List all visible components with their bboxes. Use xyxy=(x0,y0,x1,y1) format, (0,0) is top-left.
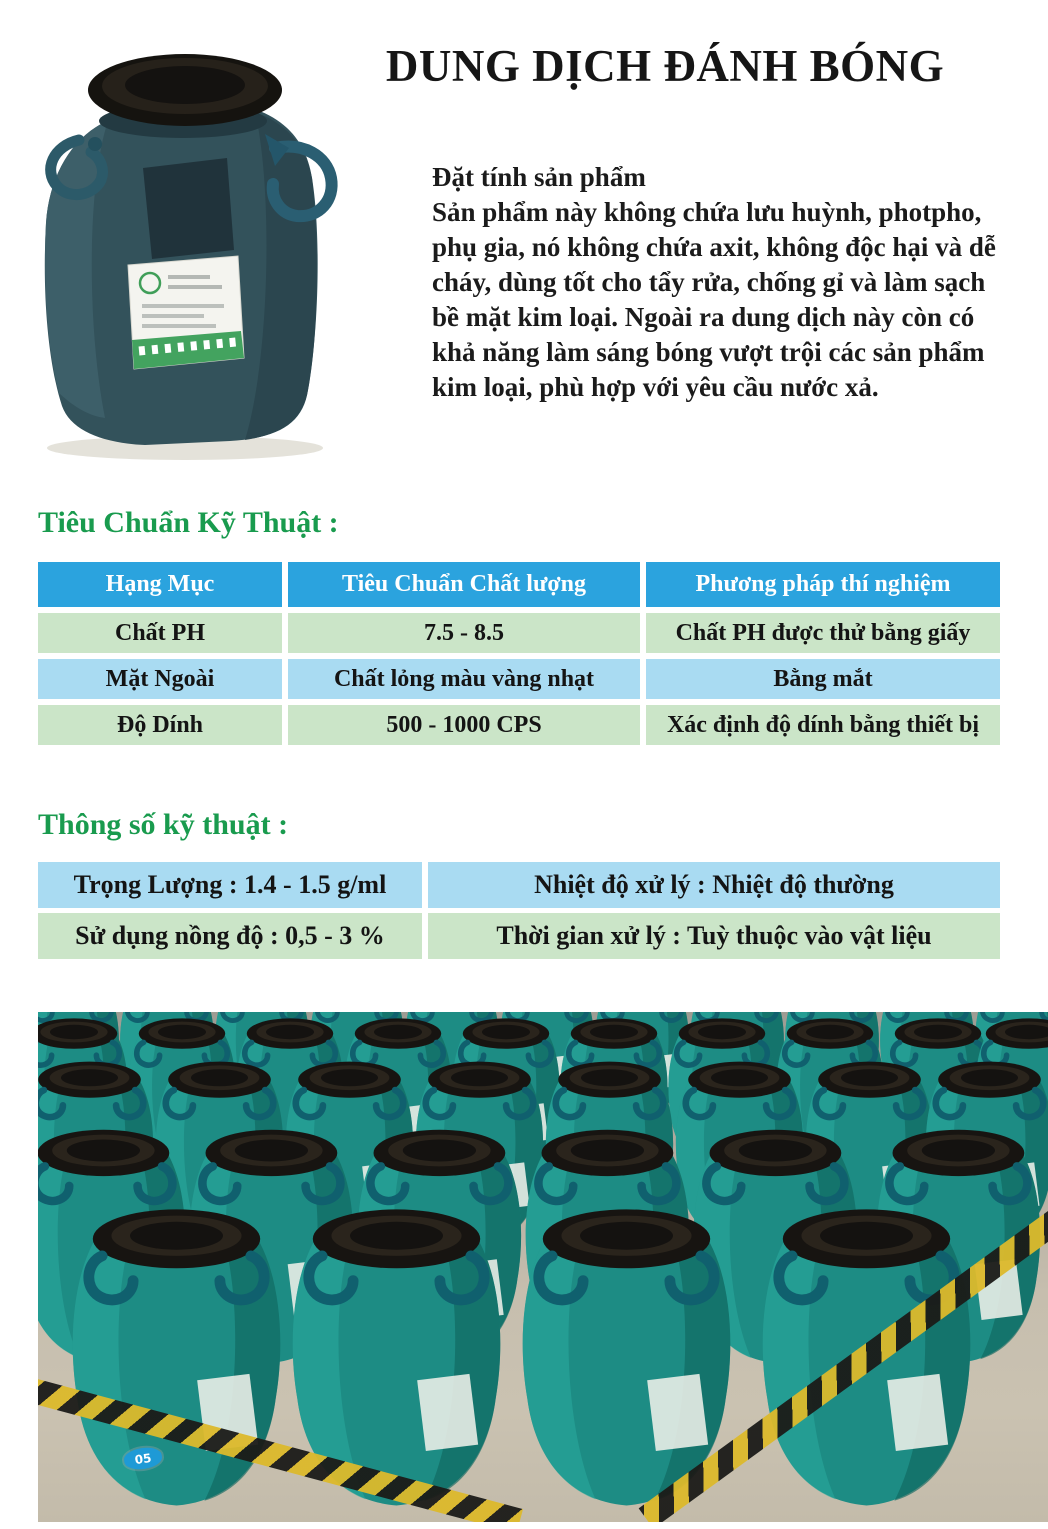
spec-section-heading: Tiêu Chuẩn Kỹ Thuật : xyxy=(38,506,339,539)
spec-cell: Chất PH xyxy=(38,613,282,653)
spec-cell: 7.5 - 8.5 xyxy=(288,613,640,653)
spec-cell: Bằng mắt xyxy=(646,659,1000,699)
spec-cell: Chất PH được thử bằng giấy xyxy=(646,613,1000,653)
params-section-heading: Thông số kỹ thuật : xyxy=(38,808,289,841)
params-cell: Trọng Lượng : 1.4 - 1.5 g/ml xyxy=(38,862,422,908)
spec-table xyxy=(38,562,1000,745)
spec-table-header-item: Hạng Mục xyxy=(38,562,282,607)
params-cell: Sử dụng nồng độ : 0,5 - 3 % xyxy=(38,913,422,959)
params-cell: Thời gian xử lý : Tuỳ thuộc vào vật liệu xyxy=(428,913,1000,959)
page-title: DUNG DỊCH ĐÁNH BÓNG xyxy=(385,41,945,91)
spec-cell: Độ Dính xyxy=(38,705,282,745)
spec-cell: Chất lỏng màu vàng nhạt xyxy=(288,659,640,699)
spec-table-header-method: Phương pháp thí nghiệm xyxy=(646,562,1000,607)
spec-cell: 500 - 1000 CPS xyxy=(288,705,640,745)
drum-illustration xyxy=(35,28,345,463)
warehouse-photo xyxy=(38,1012,1048,1522)
page-number-stamp: 05 xyxy=(123,1445,164,1471)
spec-cell: Mặt Ngoài xyxy=(38,659,282,699)
params-table xyxy=(38,862,1000,959)
description-body: Sản phẩm này không chứa lưu huỳnh, photpho, phụ gia, nó không chứa axit, không độc hại và dễ cháy, dùng tốt cho tẩy rửa, chống gỉ và làm sạch bề mặt kim loại. Ngoài ra dung dịch này còn có khả năng làm sáng bóng vượt trội các sản phẩm kim loại, phù hợp với yêu cầu nước xả. xyxy=(432,197,996,402)
product-description xyxy=(432,160,1012,405)
spec-cell: Xác định độ dính bằng thiết bị xyxy=(646,705,1000,745)
params-cell: Nhiệt độ xử lý : Nhiệt độ thường xyxy=(428,862,1000,908)
spec-table-header-standard: Tiêu Chuẩn Chất lượng xyxy=(288,562,640,607)
description-heading: Đặt tính sản phẩm xyxy=(432,162,646,192)
product-drum-photo xyxy=(35,28,345,466)
